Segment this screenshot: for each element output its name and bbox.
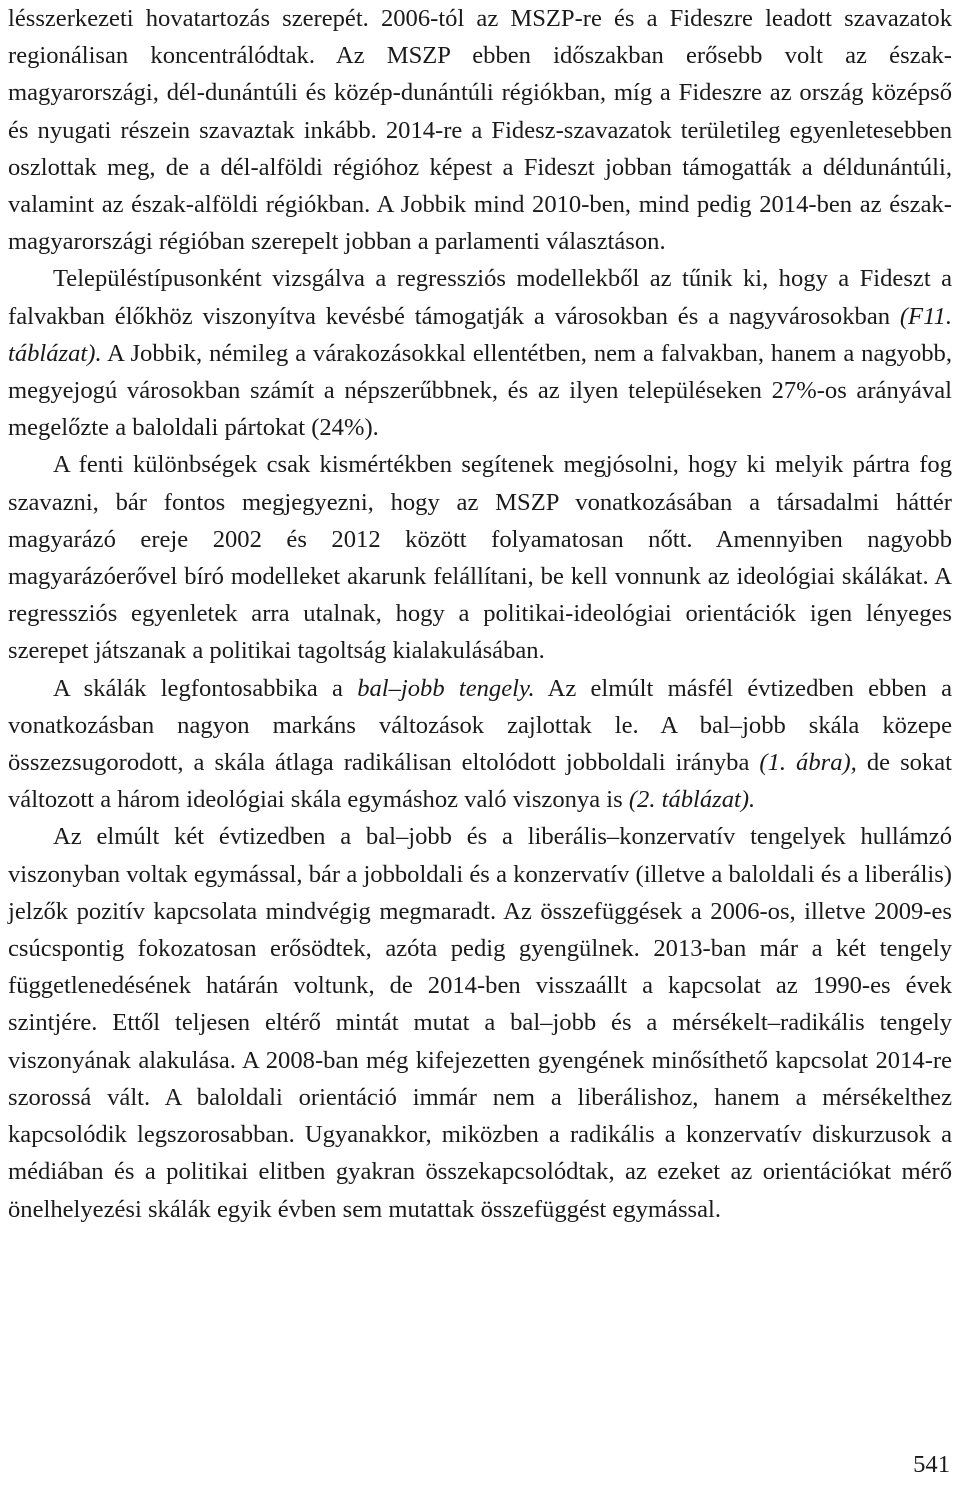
table-reference: (2. táblázat).: [628, 786, 756, 814]
paragraph-text: A skálák legfontosabbika a: [53, 674, 358, 702]
page-number: 541: [913, 1451, 950, 1478]
paragraph-text: Az elmúlt két évtizedben a bal–jobb és a liberális–konzervatív tengelyek hullámzó viszonyban voltak egymással, bár a jobboldali és a konzervatív (illetve a baloldali és a liberális) jelzők pozitív kapcsolata mindvégig megmaradt. Az összefüggések a 2006-os, illetve 2009-es csúcspontig fokozatosan erősödtek, azóta pedig gyengülnek. 2013-ban már a két tengely függetlenedésének határán voltunk, de 2014-ben visszaállt a kapcsolat az 1990-es évek szintjére. Ettől teljesen eltérő mintát mutat a bal–jobb és a mérsékelt–radikális tengely viszonyának alakulása. A 2008-ban még kifejezetten gyengének minősíthető kapcsolat 2014-re szorossá vált. A baloldali orientáció immár nem a liberálishoz, hanem a mérsékelthez kapcsolódik legszorosabban. Ugyanakkor, miközben a radikális a konzervatív diskurzusok a médiában és a politikai elitben gyakran összekapcsolódtak, az ezeket az orientációkat mérő önelhelyezési skálák egyik évben sem mutattak összefüggést egymással.: [8, 823, 952, 1223]
paragraph-1: [8, 0, 952, 260]
paragraph-text: lésszerkezeti hovatartozás szerepét. 2006-tól az MSZP-re és a Fideszre leadott szavazatok regionálisan koncentrálódtak. Az MSZP ebben időszakban erősebb volt az észak-magyarországi, dél-dunántúli és közép-dunántúli régiókban, míg a Fideszre az ország középső és nyugati részein szavaztak inkább. 2014-re a Fidesz-szavazatok területileg egyenletesebben oszlottak meg, de a dél-alföldi régióhoz képest a Fideszt jobban támogatták a déldunántúli, valamint az észak-alföldi régiókban. A Jobbik mind 2010-ben, mind pedig 2014-ben az észak-magyarországi régióban szerepelt jobban a parlamenti választáson.: [8, 5, 952, 256]
paragraph-4: [8, 670, 952, 819]
paragraph-3: [8, 446, 952, 669]
page-body: [8, 0, 952, 1228]
paragraph-text: A Jobbik, némileg a várakozásokkal ellentétben, nem a falvakban, hanem a nagyobb, megyejogú városokban számít a népszerűbbnek, és az ilyen településeken 27%-os arányával megelőzte a baloldali pártokat (24%).: [8, 339, 952, 442]
paragraph-text: Településtípusonként vizsgálva a regressziós modellekből az tűnik ki, hogy a Fideszt a falvakban élőkhöz viszonyítva kevésbé támogatják a városokban és a nagyvárosokban: [8, 265, 952, 330]
figure-reference: (1. ábra),: [759, 749, 857, 777]
paragraph-5: [8, 818, 952, 1227]
paragraph-text: A fenti különbségek csak kismértékben segítenek megjósolni, hogy ki melyik pártra fog szavazni, bár fontos megjegyezni, hogy az MSZP vonatkozásában a társadalmi háttér magyarázó ereje 2002 és 2012 között folyamatosan nőtt. Amennyiben nagyobb magyarázóerővel bíró modelleket akarunk felállítani, be kell vonnunk az ideológiai skálákat. A regressziós egyenletek arra utalnak, hogy a politikai-ideológiai orientációk igen lényeges szerepet játszanak a politikai tagoltság kialakulásában.: [8, 451, 952, 665]
paragraph-text: Az elmúlt másfél évtizedben ebben a vonatkozásban nagyon markáns változások zajlottak le. A bal–jobb skála közepe összezsugorodott, a skála átlaga radikálisan eltolódott jobboldali irányba: [8, 674, 953, 777]
emphasis-term: bal–jobb tengely.: [357, 674, 535, 702]
table-reference: (F11. táblázat).: [8, 302, 952, 367]
paragraph-text: de sokat változott a három ideológiai skála egymáshoz való viszonya is: [8, 749, 952, 814]
paragraph-2: [8, 260, 952, 446]
